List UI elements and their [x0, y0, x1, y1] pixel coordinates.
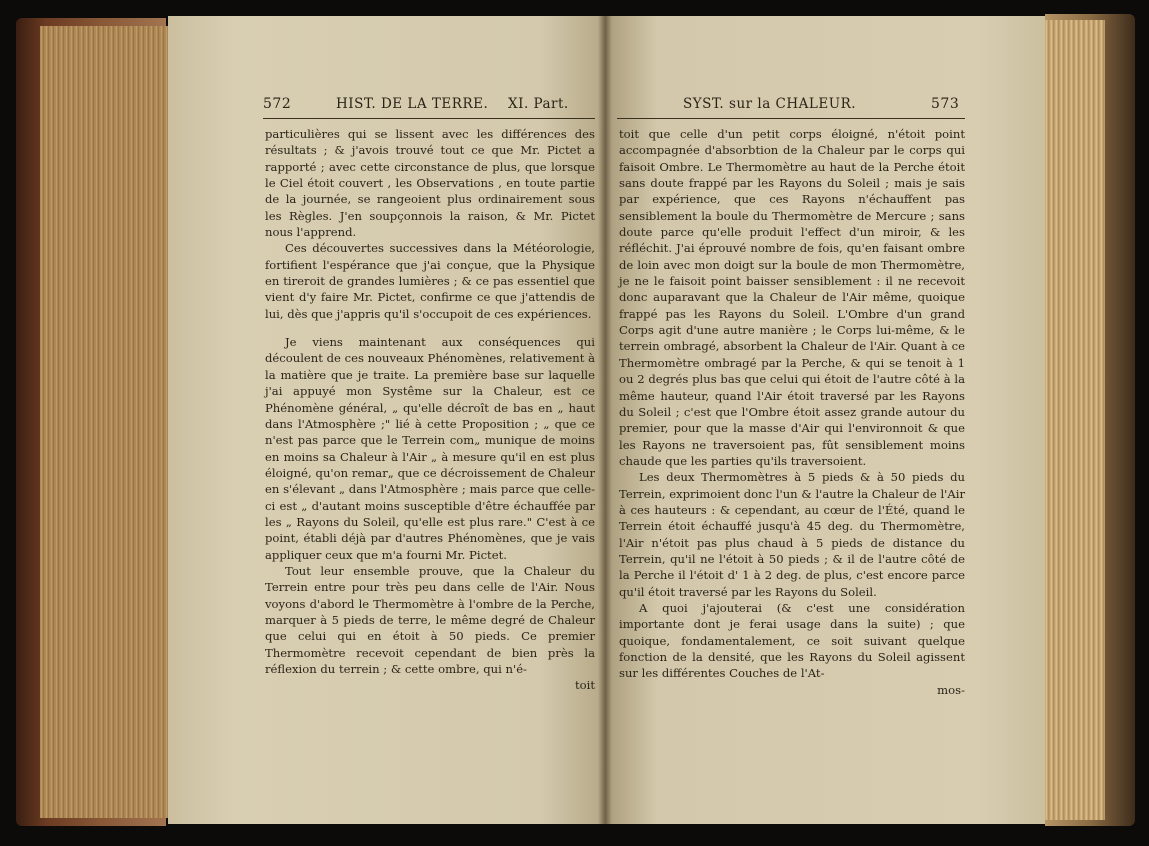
right-header-rule — [617, 118, 965, 119]
left-catchword: toit — [574, 678, 595, 693]
left-paragraph-3: Je viens maintenant aux conséquences qui découlent de ces nouveaux Phénomènes, relativement à la matière que je traite. La première base sur laquelle j'ai appuyé mon Systême sur la Chaleur, est ce Phénomène général, „ qu'elle décroît de bas en „ haut dans l'Atmosphère ;" lié à cette Proposition ; „ que ce n'est pas parce que le Terrein com„ munique de moins en moins sa Chaleur à l'Air „ à mesure qu'il en est plus éloigné, qu'on remar„ que ce décroissement de Chaleur en s'élevant „ dans l'Atmosphère ; mais parce que celle-ci est „ d'autant moins susceptible d'être échauffée par les „ Rayons du Soleil, qu'elle est plus rare." C'est à ce point, établi déjà par d'autres Phénomènes, que je vais appliquer ceux que m'a fourni Mr. Pictet. — [265, 335, 595, 562]
left-body-text — [265, 126, 595, 694]
left-running-title: HIST. DE LA TERRE. — [336, 96, 489, 112]
left-page — [168, 16, 605, 824]
right-page — [605, 16, 1045, 824]
left-paragraph-4: Tout leur ensemble prouve, que la Chaleur du Terrein entre pour très peu dans celle de l'Air. Nous voyons d'abord le Thermomètre à l'ombre de la Perche, marquer à 5 pieds de terre, le même degré de Chaleur que celui qui en étoit à 50 pieds. Ce premier Thermomètre recevoit cependant de bien près la réflexion du terrein ; & cette ombre, qui n'é- — [265, 563, 595, 676]
page-edges-right — [1040, 20, 1105, 820]
right-page-number: 573 — [931, 96, 960, 112]
book-gutter — [598, 16, 612, 824]
right-paragraph-2: Les deux Thermomètres à 5 pieds & à 50 pieds du Terrein, exprimoient donc l'un & l'autre la Chaleur de l'Air à ces hauteurs : & cependant, au cœur de l'Été, quand le Terrein étoit échauffé jusqu'à 45 deg. du Thermomètre, l'Air n'étoit pas plus chaud à 5 pieds de distance du Terrein, qu'il ne l'étoit à 50 pieds ; & il de l'autre côté de la Perche il l'étoit d' 1 à 2 deg. de plus, c'est encore parce qu'il étoit traversé par les Rayons du Soleil. — [619, 470, 965, 599]
left-paragraph-2: Ces découvertes successives dans la Météorologie, fortifient l'espérance que j'ai conçue, que la Physique en tireroit de grandes lumières ; & ce pas essentiel que vient d'y faire Mr. Pictet, confirme ce que j'attendis de lui, dès que j'appris qu'il s'occupoit de ces expériences. — [265, 241, 595, 321]
right-running-title: SYST. sur la CHALEUR. — [683, 96, 857, 112]
left-page-number: 572 — [263, 96, 292, 112]
right-paragraph-3: A quoi j'ajouterai (& c'est une considération importante dont je ferai usage dans la suite) ; que quoique, fondamentalement, ce soit suivant quelque fonction de la densité, que les Rayons du Soleil agissent sur les différentes Couches de l'At- — [619, 600, 965, 681]
left-paragraph-1: particulières qui se lissent avec les différences des résultats ; & j'avois trouvé tout ce que Mr. Pictet a rapporté ; avec cette circonstance de plus, que lorsque le Ciel étoit couvert , les Observations , en toute partie de la journée, se rangeoient plus ordinairement sous les Règles. J'en soupçonnois la raison, & Mr. Pictet nous l'apprend. — [265, 127, 595, 240]
right-body-text — [619, 126, 965, 698]
right-catchword: mos- — [937, 682, 965, 697]
page-edges-left — [40, 26, 170, 818]
left-section-label: XI. Part. — [508, 96, 569, 112]
left-header-rule — [263, 118, 595, 119]
right-paragraph-1: toit que celle d'un petit corps éloigné, n'étoit point accompagnée d'absorbtion de la Chaleur par le corps qui faisoit Ombre. Le Thermomètre au haut de la Perche étoit sans doute frappé par les Rayons du Soleil ; mais je sais par expérience, que ces Rayons n'échauffent pas sensiblement la boule du Thermomètre de Mercure ; sans doute parce qu'elle produit l'effect d'un miroir, & les réfléchit. J'ai éprouvé nombre de fois, qu'en faisant ombre de loin avec mon doigt sur la boule de mon Thermomètre, je ne le faisoit point baisser sensiblement : il ne recevoit donc auparavant que la Chaleur de l'Air même, quoique frappé pas les Rayons du Soleil. L'Ombre d'un grand Corps agit d'une autre manière ; le Corps lui-même, & le terrein ombragé, absorbent la Chaleur de l'Air. Quant à ce Thermomètre ombragé par la Perche, & qui se tenoit à 1 ou 2 degrés plus bas que celui qui étoit de l'autre côté à la même hauteur, quand l'Air étoit traversé par les Rayons du Soleil ; c'est que l'Ombre étoit assez grande autour du premier, pour que la masse d'Air qui l'environnoit & que les Rayons ne traversoient pas, fût sensiblement moins chaude que les parties qu'ils traversoient. — [619, 127, 965, 468]
